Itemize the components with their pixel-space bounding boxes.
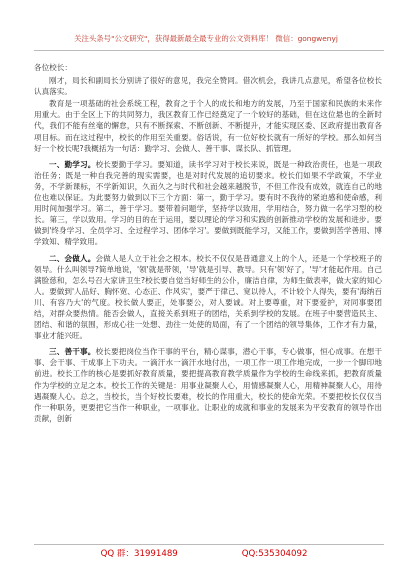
footer-qq-group: QQ 群：31991489: [100, 549, 178, 559]
paragraph-text: 校长要勤于学习。要知道，读书学习对于校长来说，既是一种政治责任，也是一项政治任务；既是一种自我完善的现实需要，也是对时代发展的追切要求。校长们如果不学政策，不学业务，不学新课标，不学新知识，久而久之与时代和社会越来越脱节，不但工作没有成效，就连自己的地位也难以保证。为此要努力做到以下三个方面：第一，勤于学习。要有时不我待的紧迫感和使命感，利用时间加强学习。第二，善于学习。要带着问题学，坚持学以致用，学用结合，努力做一名学习型的校长。第三，学以致用。学习的目的在于运用，要以理论的学习和实践的创新推动学校的发展和进步。要做到'终身学习、全员学习、全过程学习、团体学习'。要做到既能学习，又能工作，要做到苦学善用、博学致知、精学致用。: [34, 159, 383, 247]
paragraph-study: [34, 159, 382, 248]
section-heading: 三、善干事。: [49, 347, 96, 357]
footer: [0, 548, 408, 560]
paragraph-text: 校长要把岗位当作干事的平台，精心谋事，潜心干事，专心做事，恒心成事。在想干事、会干事、干成事上下功夫。一滴汗水一滴汗水地付出，一项工作一项工作地完成，一步一个脚印地前进。校长工作的核心是要抓好教育质量，要把提高教育教学质量作为学校的生命线来抓，把教育质量作为学校的立足之本。校长工作的关键是：用事业凝聚人心，用情感凝聚人心，用精神凝聚人心，用待遇凝聚人心。总之，当校长，当个好校长要难，校长的作用重大，校长的使命光荣。不要把校长仅仅当作一种职务，更要把它当作一种职业，一项事业。让职业的成就和事业的发展来为平安教育的领导作出贡献，创新: [34, 347, 383, 423]
document-body: [34, 62, 382, 424]
paragraph-text: 教育是一项基础的社会系统工程，教育之于个人的成长和地方的发展，乃至于国家和民族的未来作用重大。由于全区上下的共同努力，我区教育工作已经奠定了一个较好的基础，但在这位悬也的全新时代，我们不能有丝毫的懈怠，只有不断探索、不断创新、不断提升，才能实现区委、区政府提出教育各项目标。而在这过程中，校长的作用至关重要。俗话说，有一位好校长就有一所好的学校。那么如何当好一个校长呢?我概括为一句话：勤学习、会做人、善干事、谋长队、抓管理。: [34, 99, 382, 153]
section-heading: 一、勤学习。: [49, 159, 96, 169]
paragraph-education: [34, 98, 382, 153]
paragraph-text: 会做人是人立于社会之根本。校长不仅仅是普通意义上的个人，还是一个学校班子的领导。什么叫领导?简单地说，'领'就是带领，'导'就是引导、教导。只有'领'好了，'导'才能起作用。自己满脸慈和，怎么号召大家讲卫生?校长要自觉当好师生的公仆，廉洁自律，为师生做表率，做大家的知心人。要做到'人品好、胸怀宽、心态正、作风实'，要严于律己、宽以待人，不计较个人得失，要有'海纳百川、有容乃大'的气度。校长做人要正，处事要公，对人要诚。对上要尊重，对下要爱护，对同事要团结，对群众要热情。能否会做人，直接关系到班子的团结，关系到学校的发展。在班子中要营造民主、团结、和谐的氛围，形成心往一处想、劲往一处使的局面，有了一个团结的领导集体，工作才有力量，事业才能兴旺。: [34, 253, 383, 341]
paragraph-conduct: [34, 253, 382, 342]
footer-rule: [34, 544, 384, 545]
header-rule: [34, 50, 384, 51]
salutation: 各位校长：: [34, 63, 72, 72]
top-banner: 关注头条号"公文研究"，获得最新最全最专业的公文资料库！ 微信：gongwenyj: [74, 34, 338, 43]
paragraph-text: 刚才，局长和副局长分别讲了很好的意见，我完全赞同。借次机会，我讲几点意见，希望各位校长认真落实。: [34, 76, 382, 97]
paragraph-work: [34, 346, 382, 424]
footer-qq: QQ:535304092: [241, 549, 308, 559]
section-heading: 二、会做人。: [49, 253, 96, 263]
paragraph-intro: [34, 75, 382, 97]
